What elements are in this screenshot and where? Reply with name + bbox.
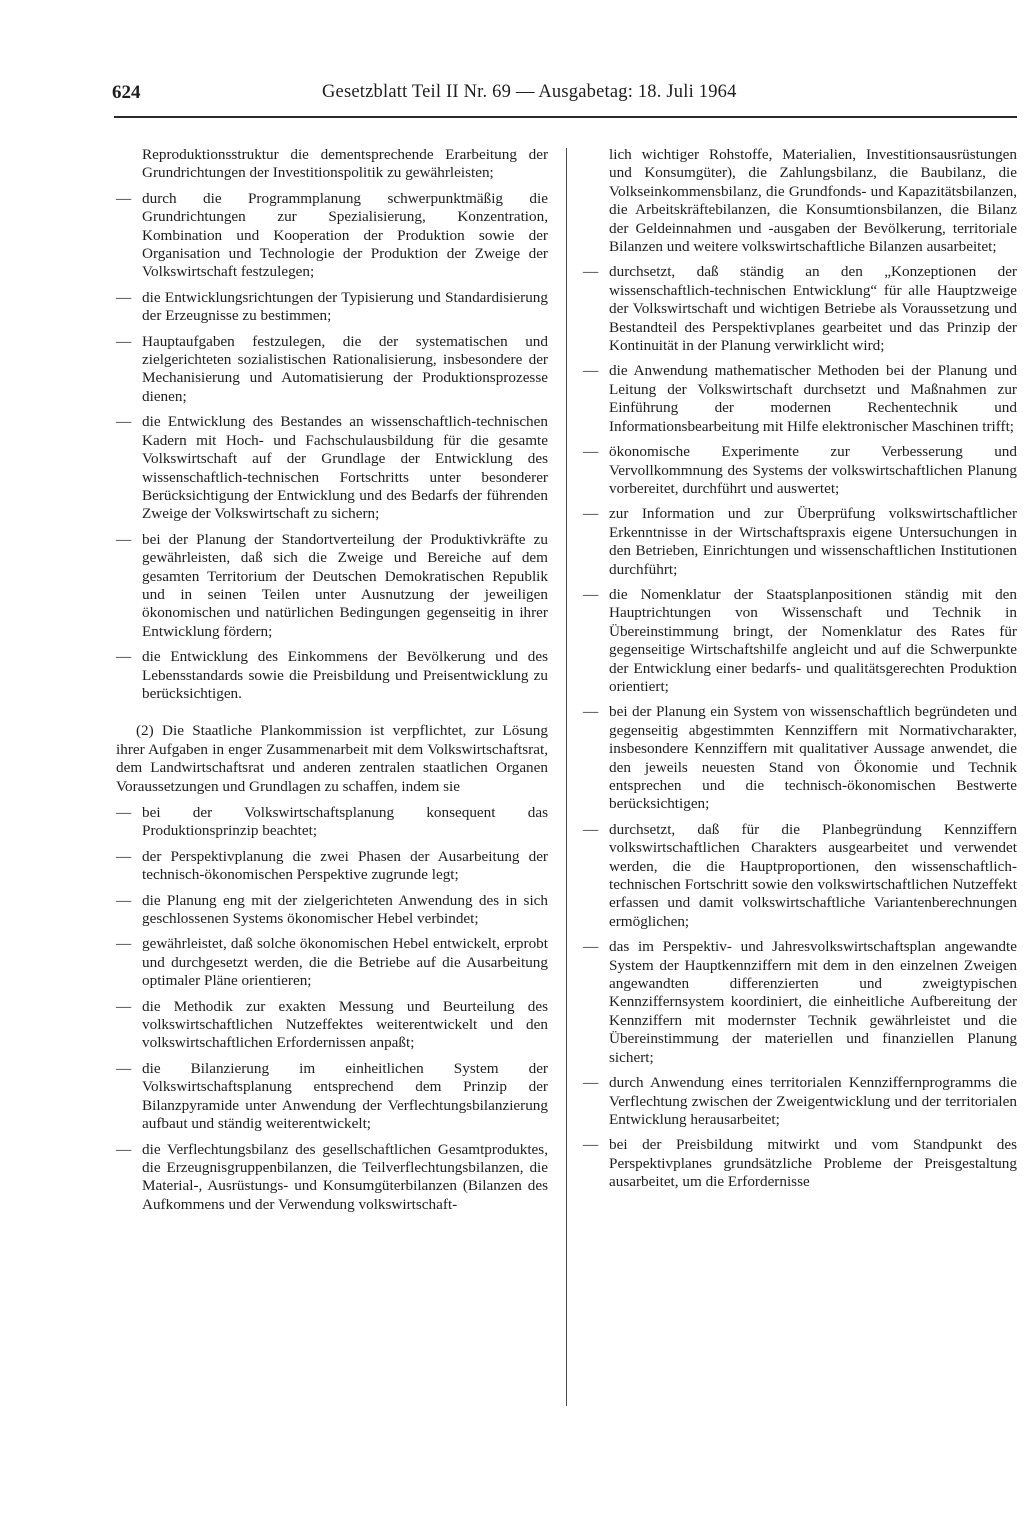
list-item-text: gewährleistet, daß solche ökonomischen Hebel entwickelt, erprobt und durchgesetzt werden, die die Betriebe auf die Ausarbeitung optimaler Pläne orientieren;	[142, 935, 548, 990]
dash-bullet: —	[116, 648, 132, 666]
dash-bullet: —	[583, 263, 599, 281]
dash-bullet: —	[116, 1140, 132, 1158]
dash-bullet: —	[583, 1074, 599, 1092]
list-item-text: die Anwendung mathematischer Methoden bei der Planung und Leitung der Volkswirtschaft durchsetzt und Maßnahmen zur Einführung der modernen Rechentechnik und Informationsbearbeitung mit Hilfe elektronischer Maschinen trifft;	[609, 362, 1017, 435]
list-item	[583, 362, 1017, 436]
dash-bullet: —	[583, 1136, 599, 1154]
list-item-text: ökonomische Experimente zur Verbesserung und Vervollkommnung des Systems der volkswirtschaftlichen Planung vorbereitet, durchführt und auswertet;	[609, 443, 1017, 497]
list-item-text: bei der Planung ein System von wissenschaftlich begründeten und gegenseitig abgestimmten Kennziffern mit Normativcharakter, insbesondere Kennziffern mit qualitativer Aussage anwendet, die den jeweils neuesten Stand von Ökonomie und Technik entsprechen und die technisch-ökonomischen Bestwerte berücksichtigen;	[609, 703, 1017, 813]
list-item-text: die Verflechtungsbilanz des gesellschaftlichen Gesamtproduktes, die Erzeugnisgruppenbilanzen, die Teilverflechtungsbilanzen, die Material-, Ausrüstungs- und Konsumgüterbilanzen (Bilanzen des Aufkommens und der Verwendung volkswirtschaft-	[142, 1140, 548, 1213]
list-item-text: die Bilanzierung im einheitlichen System der Volkswirtschaftsplanung entsprechend dem Prinzip der Bilanzpyramide unter Anwendung der Verflechtungsbilanzierung aufbaut und ständig weiterentwickelt;	[142, 1059, 548, 1133]
list-item-text: Hauptaufgaben festzulegen, die der systematischen und zielgerichteten sozialistischen Rationalisierung, insbesondere der Mechanisierung und Automatisierung der Produktionsprozesse dienen;	[142, 332, 548, 405]
list-item	[116, 892, 548, 929]
continuation-text: Reproduktionsstruktur die dementsprechende Erarbeitung der Grundrichtungen der Investitionspolitik zu gewährleisten;	[142, 146, 548, 182]
column-divider	[566, 148, 567, 1406]
list-item-text: das im Perspektiv- und Jahresvolkswirtschaftsplan angewandte System der Hauptkennziffern mit dem in den einzelnen Zweigen angewandten differenzierten und zweigtypischen Kennziffernsystem koordiniert, die einheitliche Aufbereitung der Kennziffern mit modernster Technik gewährleistet und die Übereinstimmung der materiellen und finanziellen Planung sichert;	[609, 938, 1017, 1066]
list-item-text: bei der Planung der Standortverteilung der Produktivkräfte zu gewährleisten, daß sich die Zweige und Bereiche auf dem gesamten Territorium der Deutschen Demokratischen Republik und in seinen Teilen unter Ausnutzung der jeweiligen ökonomischen und natürlichen Bedingungen gegenseitig in ihrer Entwicklung fördern;	[142, 530, 548, 640]
left-column	[116, 146, 548, 1221]
list-item	[116, 413, 548, 523]
dash-bullet: —	[116, 413, 132, 431]
list-item-text: bei der Preisbildung mitwirkt und vom Standpunkt des Perspektivplanes grundsätzliche Probleme der Preisgestaltung ausarbeitet, um die Erfordernisse	[609, 1136, 1017, 1191]
list-item-text: durch Anwendung eines territorialen Kennziffernprogramms die Verflechtung zwischen der Zweigentwicklung und der territorialen Entwicklung herausarbeitet;	[609, 1074, 1017, 1128]
list-item	[583, 821, 1017, 931]
list-item	[116, 804, 548, 841]
dash-bullet: —	[583, 585, 599, 603]
list-item	[583, 703, 1017, 813]
list-item	[583, 1074, 1017, 1129]
list-item-text: durch die Programmplanung schwerpunktmäßig die Grundrichtungen zur Spezialisierung, Konzentration, Kombination und Kooperation der Produktion sowie der Organisation und Technologie der Produktion der Zweige der Volkswirtschaft festzulegen;	[142, 189, 548, 281]
dash-bullet: —	[116, 935, 132, 953]
dash-bullet: —	[583, 443, 599, 461]
right-column	[583, 146, 1017, 1199]
continuation-text: lich wichtiger Rohstoffe, Materialien, Investitionsausrüstungen und Konsumgüter), die Zahlungsbilanz, die Baubilanz, die Volkseinkommensbilanz, die Grundfonds- und Kapazitätsbilanzen, die Arbeitskräftebilanzen, die Konsumtionsbilanzen, die Bilanz der Geldeinnahmen und -ausgaben der Bevölkerung, territoriale Bilanzen und weitere volkswirtschaftliche Bilanzen ausarbeitet;	[609, 146, 1017, 256]
list-item	[116, 648, 548, 703]
list-item-text: die Methodik zur exakten Messung und Beurteilung des volkswirtschaftlichen Nutzeffektes weiterentwickelt und den volkswirtschaftlichen Erfordernissen anpaßt;	[142, 997, 548, 1052]
list-item-text: zur Information und zur Überprüfung volkswirtschaftlicher Erkenntnisse in der Wirtschaftspraxis eigene Untersuchungen in den Betrieben, Einrichtungen und wissenschaftlichen Institutionen durchführt;	[609, 505, 1017, 578]
dash-bullet: —	[583, 703, 599, 721]
list-item	[116, 998, 548, 1053]
dash-bullet: —	[116, 1059, 132, 1077]
list-item-text: bei der Volkswirtschaftsplanung konsequent das Produktionsprinzip beachtet;	[142, 804, 548, 840]
dash-bullet: —	[116, 189, 132, 207]
list-item	[116, 1141, 548, 1215]
list-item	[583, 938, 1017, 1067]
dash-bullet: —	[116, 530, 132, 548]
dash-bullet: —	[583, 820, 599, 838]
dash-bullet: —	[583, 505, 599, 523]
list-item	[116, 848, 548, 885]
list-item-text: die Entwicklung des Einkommens der Bevölkerung und des Lebensstandards sowie die Preisbildung und Preisentwicklung zu berücksichtigen.	[142, 648, 548, 702]
dash-bullet: —	[116, 288, 132, 306]
list-item-text: die Entwicklungsrichtungen der Typisierung und Standardisierung der Erzeugnisse zu bestimmen;	[142, 288, 548, 325]
list-item	[583, 505, 1017, 579]
list-item-text: der Perspektivplanung die zwei Phasen der Ausarbeitung der technisch-ökonomischen Perspektive zugrunde legt;	[142, 847, 548, 884]
dash-bullet: —	[583, 938, 599, 956]
list-item	[583, 263, 1017, 355]
dash-bullet: —	[116, 997, 132, 1015]
list-item-text: durchsetzt, daß ständig an den „Konzeptionen der wissenschaftlich-technischen Entwicklung“ für alle Hauptzweige der Volkswirtschaft und wichtigen Betriebe als Voraussetzung und Bestandteil des Perspektivplanes gearbeitet und das Prinzip der Kontinuität in der Planung verwirklicht wird;	[609, 263, 1017, 355]
list-item	[116, 289, 548, 326]
list-item	[116, 1060, 548, 1134]
header-rule	[114, 116, 1017, 118]
list-item-text: die Planung eng mit der zielgerichteten Anwendung des in sich geschlossenen Systems ökonomischer Hebel verbindet;	[142, 891, 548, 928]
dash-bullet: —	[116, 847, 132, 865]
list-item	[116, 333, 548, 407]
list-item-text: die Entwicklung des Bestandes an wissenschaftlich-technischen Kadern mit Hoch- und Fachschulausbildung für die gesamte Volkswirtschaft auf der Grundlage der Entwicklung des wissenschaftlich-technischen Fortschritts unter besonderer Berücksichtigung der Entwicklung und des Bedarfs der führenden Zweige der Volkswirtschaft zu sichern;	[142, 413, 548, 523]
list-item	[116, 935, 548, 990]
page-header	[112, 82, 1017, 116]
list-item	[116, 190, 548, 282]
list-item	[116, 531, 548, 641]
running-head: Gesetzblatt Teil II Nr. 69 — Ausgabetag: 18. Juli 1964	[322, 82, 737, 102]
list-item	[583, 586, 1017, 696]
dash-bullet: —	[583, 362, 599, 380]
list-item	[583, 1136, 1017, 1191]
dash-bullet: —	[116, 332, 132, 350]
list-item	[583, 443, 1017, 498]
page-number: 624	[112, 82, 141, 103]
dash-bullet: —	[116, 804, 132, 821]
paragraph-2: (2) Die Staatliche Plankommission ist verpflichtet, zur Lösung ihrer Aufgaben in enger Zusammenarbeit mit dem Volkswirtschaftsrat, dem Landwirtschaftsrat und anderen zentralen staatlichen Organen Voraussetzungen und Grundlagen zu schaffen, indem sie	[116, 722, 548, 795]
dash-bullet: —	[116, 891, 132, 909]
list-item-text: durchsetzt, daß für die Planbegründung Kennziffern volkswirtschaftlichen Charakters ausgearbeitet und verwendet werden, die die Hauptproportionen, den wissenschaftlich-technischen Fortschritt sowie den volkswirtschaftlichen Nutzeffekt erfassen und damit volkswirtschaftliche Variantenberechnungen ermöglichen;	[609, 820, 1017, 930]
list-item-text: die Nomenklatur der Staatsplanpositionen ständig mit den Hauptrichtungen von Wissenschaft und Technik in Übereinstimmung bringt, der Nomenklatur des Rates für gegenseitige Wirtschaftshilfe angleicht und auf die Schwerpunkte der Entwicklung einer bedarfs- und qualitätsgerechten Produktion orientiert;	[609, 585, 1017, 695]
